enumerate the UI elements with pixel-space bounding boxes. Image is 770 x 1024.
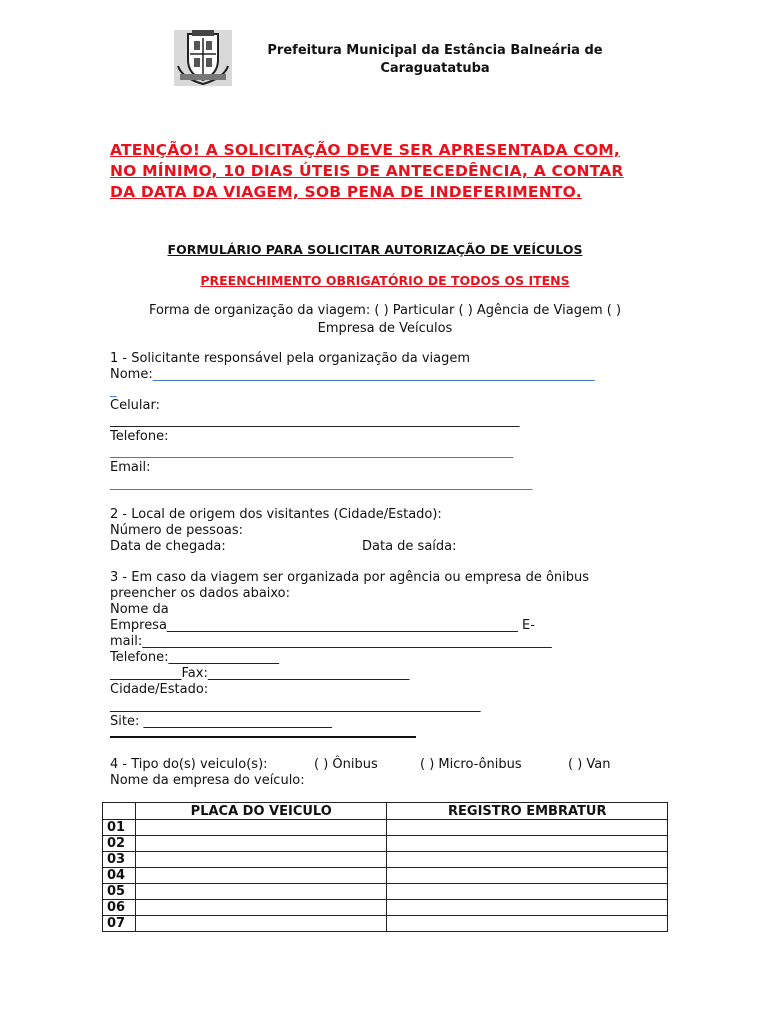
email-line[interactable]: _________________________________________________________________ (110, 476, 533, 491)
table-header-row (103, 803, 668, 820)
placa-cell[interactable] (136, 852, 387, 868)
nome-line-continued[interactable]: _ (110, 383, 117, 398)
section-3-block (110, 570, 589, 730)
telefone-empresa-line[interactable]: Telefone:_________________ (110, 650, 279, 665)
email-empresa-line[interactable]: mail:_______________________________________________________________ (110, 634, 552, 649)
header-line-2: Caraguatatuba (380, 61, 490, 76)
registro-cell[interactable] (387, 900, 668, 916)
organization-line-1: Forma de organização da viagem: ( ) Particular ( ) Agência de Viagem ( ) (148, 303, 622, 318)
nome-label: Nome: (110, 367, 153, 382)
form-subtitle: PREENCHIMENTO OBRIGATÓRIO DE TODOS OS ITENS (200, 273, 570, 288)
section-3-line-2: preencher os dados abaixo: (110, 586, 291, 601)
table-row (103, 836, 668, 852)
warning-line-2: NO MÍNIMO, 10 DIAS ÚTEIS DE ANTECEDÊNCIA, A CONTAR (110, 162, 624, 180)
table-row (103, 900, 668, 916)
warning-line-1: ATENÇÃO! A SOLICITAÇÃO DEVE SER APRESENTADA COM, (110, 141, 620, 159)
placa-cell[interactable] (136, 884, 387, 900)
row-number: 06 (103, 900, 136, 916)
table-row (103, 916, 668, 932)
cidade-estado-line[interactable]: _________________________________________________________ (110, 698, 481, 713)
cidade-estado-label: Cidade/Estado: (110, 682, 209, 697)
placa-cell[interactable] (136, 836, 387, 852)
warning-line-3: DA DATA DA VIAGEM, SOB PENA DE INDEFERIMENTO. (110, 183, 582, 201)
placa-cell[interactable] (136, 868, 387, 884)
section-2-heading: 2 - Local de origem dos visitantes (Cidade/Estado): (110, 507, 442, 522)
celular-line[interactable]: _______________________________________________________________ (110, 413, 520, 428)
empresa-label: Nome da (110, 602, 169, 617)
header-placa: PLACA DO VEICULO (136, 803, 387, 820)
municipal-crest-logo (172, 26, 234, 88)
section-1-heading: 1 - Solicitante responsável pela organização da viagem (110, 351, 471, 366)
celular-label: Celular: (110, 398, 161, 413)
section-3-line-1: 3 - Em caso da viagem ser organizada por agência ou empresa de ônibus (110, 570, 590, 585)
row-number: 01 (103, 820, 136, 836)
registro-cell[interactable] (387, 820, 668, 836)
chegada-field[interactable]: Data de chegada: (110, 539, 226, 554)
fax-line[interactable]: ___________Fax:_______________________________ (110, 666, 410, 681)
section-divider (110, 736, 416, 738)
email-label: Email: (110, 460, 151, 475)
registro-cell[interactable] (387, 916, 668, 932)
nome-line[interactable]: ____________________________________________________________________ (152, 367, 595, 382)
placa-cell[interactable] (136, 820, 387, 836)
deadline-warning (110, 140, 670, 203)
row-number: 05 (103, 884, 136, 900)
telefone-line[interactable]: ______________________________________________________________ (110, 444, 513, 459)
table-row (103, 852, 668, 868)
option-onibus[interactable]: ( ) Ônibus (314, 757, 378, 772)
form-title: FORMULÁRIO PARA SOLICITAR AUTORIZAÇÃO DE VEÍCULOS (167, 242, 583, 257)
header-number-cell (103, 803, 136, 820)
placa-cell[interactable] (136, 900, 387, 916)
municipality-header (240, 42, 630, 78)
registro-cell[interactable] (387, 884, 668, 900)
table-row (103, 868, 668, 884)
row-number: 04 (103, 868, 136, 884)
telefone-label: Telefone: (110, 429, 169, 444)
saida-field[interactable]: Data de saída: (362, 539, 457, 554)
site-line[interactable]: Site: _____________________________ (110, 714, 332, 729)
registro-cell[interactable] (387, 836, 668, 852)
organization-type-field[interactable] (110, 303, 660, 337)
registro-cell[interactable] (387, 868, 668, 884)
header-registro: REGISTRO EMBRATUR (387, 803, 668, 820)
row-number: 07 (103, 916, 136, 932)
table-row (103, 820, 668, 836)
vehicle-table (102, 802, 668, 932)
option-micro-onibus[interactable]: ( ) Micro-ônibus (420, 757, 522, 772)
organization-line-2: Empresa de Veículos (317, 321, 453, 336)
placa-cell[interactable] (136, 916, 387, 932)
empresa-line[interactable]: Empresa______________________________________________________ E- (110, 618, 535, 633)
pessoas-field[interactable]: Número de pessoas: (110, 523, 244, 538)
nome-field[interactable] (110, 367, 595, 383)
vehicle-type-label: 4 - Tipo do(s) veiculo(s): (110, 757, 268, 772)
row-number: 03 (103, 852, 136, 868)
table-row (103, 884, 668, 900)
option-van[interactable]: ( ) Van (568, 757, 611, 772)
header-line-1: Prefeitura Municipal da Estância Balneária de (267, 43, 603, 58)
vehicle-company-label: Nome da empresa do veículo: (110, 773, 305, 788)
row-number: 02 (103, 836, 136, 852)
registro-cell[interactable] (387, 852, 668, 868)
